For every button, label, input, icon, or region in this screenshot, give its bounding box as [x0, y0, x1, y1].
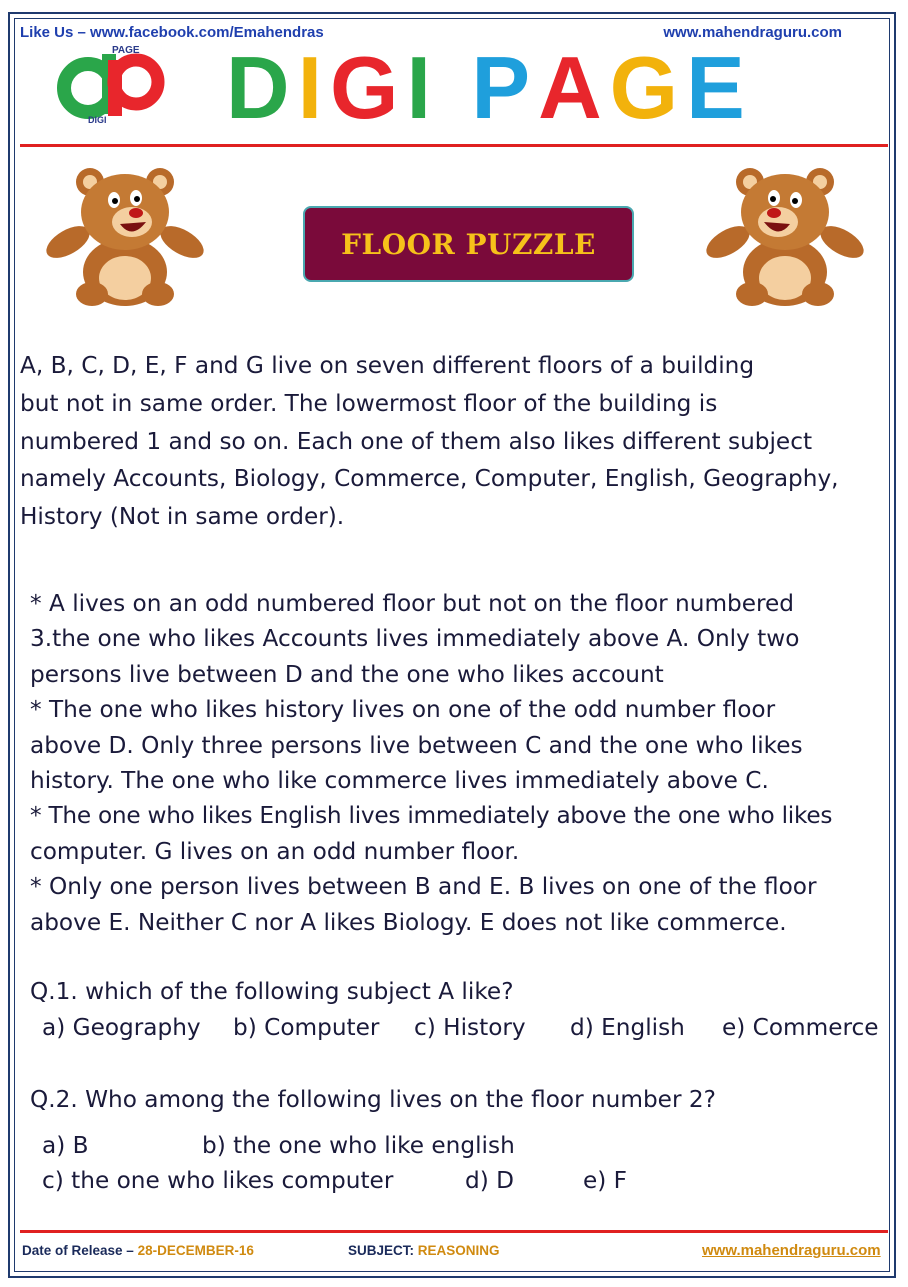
wordmark-letter: D: [226, 38, 298, 137]
q1-option-e[interactable]: e) Commerce: [722, 1014, 879, 1041]
question-2: Q.2. Who among the following lives on the floor number 2?: [30, 1086, 716, 1113]
clue-line: above D. Only three persons live between C and the one who likes: [30, 731, 803, 759]
wordmark-letter: P: [471, 38, 539, 137]
q2-option-a[interactable]: a) B: [42, 1132, 89, 1159]
release-label: Date of Release –: [22, 1243, 138, 1258]
subject-value: REASONING: [417, 1243, 500, 1258]
teddy-bear-right: [700, 160, 870, 308]
teddy-bear-left: [40, 160, 210, 308]
header-divider: [20, 144, 888, 147]
clue-line: * A lives on an odd numbered floor but not on the floor numbered: [30, 590, 795, 617]
puzzle-title: FLOOR PUZZLE: [341, 227, 596, 261]
wordmark-letter: I: [297, 38, 331, 137]
wordmark-letter: G: [330, 38, 407, 137]
clue-line: history. The one who like commerce lives immediately above C.: [30, 767, 769, 795]
clue-line: * The one who likes English lives immediately above the one who likes: [30, 802, 833, 830]
digi-page-wordmark: [226, 40, 862, 136]
puzzle-title-banner: [303, 206, 634, 282]
clue-line: * Only one person lives between B and E. B lives on one of the floor: [30, 873, 817, 901]
clue-list: [30, 586, 892, 940]
q2-option-b[interactable]: b) the one who like english: [202, 1132, 515, 1159]
q2-option-c[interactable]: c) the one who likes computer: [42, 1167, 394, 1194]
clue-line: 3.the one who likes Accounts lives immediately above A. Only two: [30, 625, 800, 653]
wordmark-space: [439, 40, 471, 136]
wordmark-letter: I: [406, 38, 439, 137]
wordmark-letter: E: [686, 38, 753, 137]
logo-text-digi: DIGI: [88, 115, 107, 124]
logo-text-page: PAGE: [112, 45, 140, 56]
wordmark-letter: A: [538, 38, 610, 137]
q1-option-c[interactable]: c) History: [414, 1014, 526, 1041]
footer-divider: [20, 1230, 888, 1233]
question-1: Q.1. which of the following subject A like?: [30, 978, 514, 1005]
subject-label: SUBJECT:: [348, 1243, 418, 1258]
clue-line: * The one who likes history lives on one of the odd number floor: [30, 696, 776, 724]
q1-option-d[interactable]: d) English: [570, 1014, 685, 1041]
q1-option-b[interactable]: b) Computer: [233, 1014, 380, 1041]
digi-page-logo: [50, 44, 180, 124]
subject-info: [348, 1243, 500, 1258]
website-link-bottom[interactable]: www.mahendraguru.com: [702, 1242, 881, 1259]
puzzle-intro: A, B, C, D, E, F and G live on seven different floors of a building but not in same order. The lowermost floor of the building is numbered 1 and so on. Each one of them also likes different subject namely Accounts, Biology, Commerce, Computer, English, Geography, History (Not in same order).: [20, 352, 839, 531]
q2-option-e[interactable]: e) F: [583, 1167, 628, 1194]
clue-line: above E. Neither C nor A likes Biology. E does not like commerce.: [30, 908, 787, 936]
q2-option-d[interactable]: d) D: [465, 1167, 514, 1194]
clue-line: computer. G lives on an odd number floor.: [30, 837, 520, 865]
q1-option-a[interactable]: a) Geography: [42, 1014, 201, 1041]
facebook-link[interactable]: Like Us – www.facebook.com/Emahendras: [20, 24, 324, 41]
release-date: 28-DECEMBER-16: [137, 1243, 254, 1258]
wordmark-letter: G: [609, 38, 687, 137]
release-info: [22, 1243, 254, 1258]
website-link-top[interactable]: www.mahendraguru.com: [663, 24, 842, 41]
clue-line: persons live between D and the one who likes account: [30, 660, 664, 688]
